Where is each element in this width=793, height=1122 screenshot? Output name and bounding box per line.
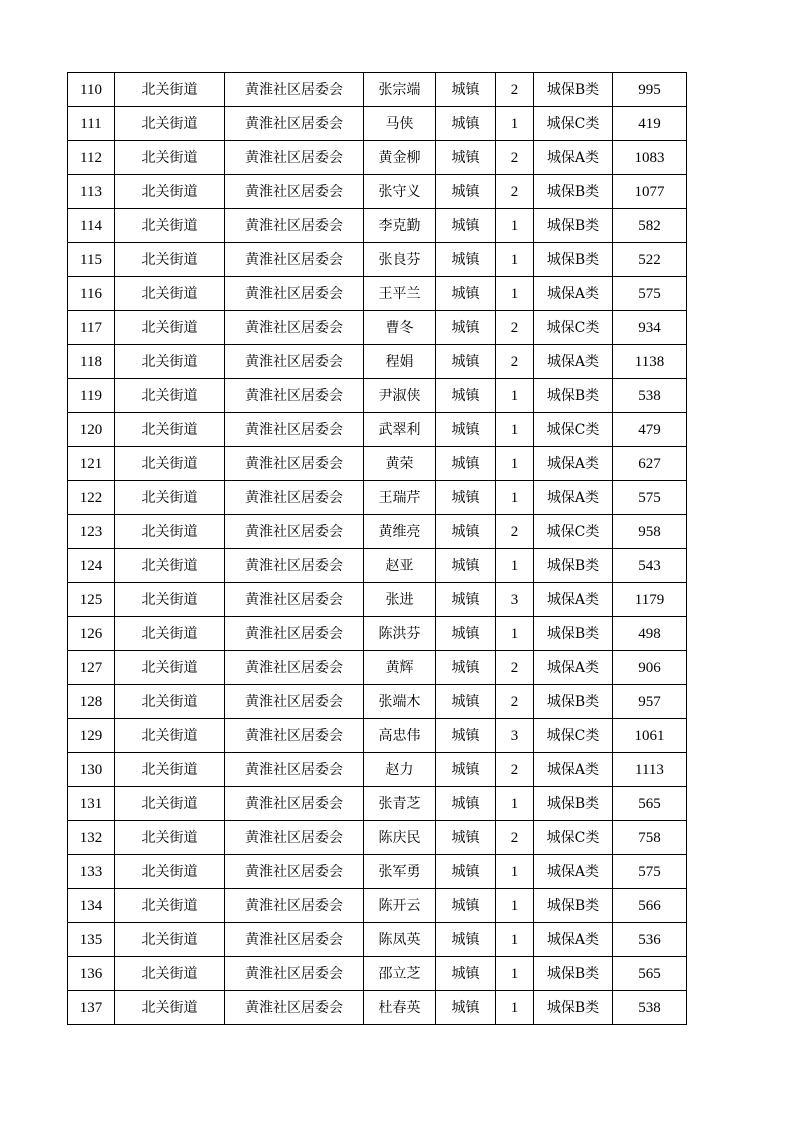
committee-cell: 黄淮社区居委会 [225, 175, 364, 209]
household-count-cell: 1 [496, 957, 534, 991]
household-count-cell: 1 [496, 209, 534, 243]
table-row [68, 821, 687, 855]
name-cell: 杜春英 [364, 991, 436, 1025]
roster-table [67, 72, 687, 1025]
category-cell: 城保C类 [534, 821, 613, 855]
name-cell: 陈洪芬 [364, 617, 436, 651]
committee-cell: 黄淮社区居委会 [225, 617, 364, 651]
category-cell: 城保A类 [534, 855, 613, 889]
area-type-cell: 城镇 [436, 209, 496, 243]
amount-cell: 565 [613, 957, 687, 991]
amount-cell: 582 [613, 209, 687, 243]
name-cell: 王瑞芹 [364, 481, 436, 515]
area-type-cell: 城镇 [436, 583, 496, 617]
amount-cell: 419 [613, 107, 687, 141]
category-cell: 城保A类 [534, 345, 613, 379]
area-type-cell: 城镇 [436, 345, 496, 379]
category-cell: 城保A类 [534, 651, 613, 685]
household-count-cell: 1 [496, 481, 534, 515]
name-cell: 赵力 [364, 753, 436, 787]
committee-cell: 黄淮社区居委会 [225, 243, 364, 277]
household-count-cell: 1 [496, 617, 534, 651]
street-cell: 北关街道 [115, 821, 225, 855]
amount-cell: 543 [613, 549, 687, 583]
amount-cell: 1113 [613, 753, 687, 787]
amount-cell: 934 [613, 311, 687, 345]
seq-cell: 124 [68, 549, 115, 583]
seq-cell: 112 [68, 141, 115, 175]
committee-cell: 黄淮社区居委会 [225, 141, 364, 175]
committee-cell: 黄淮社区居委会 [225, 311, 364, 345]
seq-cell: 125 [68, 583, 115, 617]
street-cell: 北关街道 [115, 277, 225, 311]
street-cell: 北关街道 [115, 175, 225, 209]
household-count-cell: 1 [496, 855, 534, 889]
area-type-cell: 城镇 [436, 787, 496, 821]
household-count-cell: 1 [496, 923, 534, 957]
street-cell: 北关街道 [115, 685, 225, 719]
street-cell: 北关街道 [115, 753, 225, 787]
committee-cell: 黄淮社区居委会 [225, 889, 364, 923]
household-count-cell: 2 [496, 651, 534, 685]
seq-cell: 133 [68, 855, 115, 889]
table-row [68, 685, 687, 719]
amount-cell: 1138 [613, 345, 687, 379]
street-cell: 北关街道 [115, 447, 225, 481]
category-cell: 城保B类 [534, 549, 613, 583]
area-type-cell: 城镇 [436, 685, 496, 719]
amount-cell: 1179 [613, 583, 687, 617]
street-cell: 北关街道 [115, 957, 225, 991]
committee-cell: 黄淮社区居委会 [225, 447, 364, 481]
table-row [68, 243, 687, 277]
name-cell: 李克勤 [364, 209, 436, 243]
street-cell: 北关街道 [115, 617, 225, 651]
household-count-cell: 1 [496, 787, 534, 821]
category-cell: 城保B类 [534, 243, 613, 277]
committee-cell: 黄淮社区居委会 [225, 209, 364, 243]
household-count-cell: 2 [496, 141, 534, 175]
name-cell: 黄维亮 [364, 515, 436, 549]
seq-cell: 119 [68, 379, 115, 413]
table-row [68, 107, 687, 141]
name-cell: 王平兰 [364, 277, 436, 311]
street-cell: 北关街道 [115, 583, 225, 617]
committee-cell: 黄淮社区居委会 [225, 73, 364, 107]
table-row [68, 889, 687, 923]
committee-cell: 黄淮社区居委会 [225, 957, 364, 991]
name-cell: 黄金柳 [364, 141, 436, 175]
committee-cell: 黄淮社区居委会 [225, 753, 364, 787]
street-cell: 北关街道 [115, 787, 225, 821]
amount-cell: 522 [613, 243, 687, 277]
committee-cell: 黄淮社区居委会 [225, 481, 364, 515]
street-cell: 北关街道 [115, 549, 225, 583]
table-row [68, 413, 687, 447]
household-count-cell: 2 [496, 685, 534, 719]
household-count-cell: 1 [496, 447, 534, 481]
amount-cell: 575 [613, 277, 687, 311]
category-cell: 城保A类 [534, 141, 613, 175]
area-type-cell: 城镇 [436, 413, 496, 447]
name-cell: 黄荣 [364, 447, 436, 481]
household-count-cell: 2 [496, 345, 534, 379]
seq-cell: 116 [68, 277, 115, 311]
committee-cell: 黄淮社区居委会 [225, 923, 364, 957]
category-cell: 城保A类 [534, 583, 613, 617]
seq-cell: 137 [68, 991, 115, 1025]
category-cell: 城保B类 [534, 991, 613, 1025]
seq-cell: 121 [68, 447, 115, 481]
name-cell: 陈庆民 [364, 821, 436, 855]
area-type-cell: 城镇 [436, 107, 496, 141]
seq-cell: 132 [68, 821, 115, 855]
table-row [68, 515, 687, 549]
committee-cell: 黄淮社区居委会 [225, 651, 364, 685]
seq-cell: 131 [68, 787, 115, 821]
category-cell: 城保B类 [534, 209, 613, 243]
table-row [68, 787, 687, 821]
committee-cell: 黄淮社区居委会 [225, 413, 364, 447]
committee-cell: 黄淮社区居委会 [225, 855, 364, 889]
street-cell: 北关街道 [115, 107, 225, 141]
street-cell: 北关街道 [115, 379, 225, 413]
name-cell: 赵亚 [364, 549, 436, 583]
table-row [68, 753, 687, 787]
area-type-cell: 城镇 [436, 481, 496, 515]
committee-cell: 黄淮社区居委会 [225, 821, 364, 855]
name-cell: 邵立芝 [364, 957, 436, 991]
roster-body [68, 73, 687, 1025]
table-row [68, 651, 687, 685]
seq-cell: 136 [68, 957, 115, 991]
name-cell: 张守义 [364, 175, 436, 209]
table-row [68, 583, 687, 617]
area-type-cell: 城镇 [436, 617, 496, 651]
amount-cell: 958 [613, 515, 687, 549]
street-cell: 北关街道 [115, 243, 225, 277]
area-type-cell: 城镇 [436, 175, 496, 209]
area-type-cell: 城镇 [436, 651, 496, 685]
amount-cell: 575 [613, 855, 687, 889]
seq-cell: 134 [68, 889, 115, 923]
area-type-cell: 城镇 [436, 141, 496, 175]
table-row [68, 447, 687, 481]
area-type-cell: 城镇 [436, 73, 496, 107]
seq-cell: 127 [68, 651, 115, 685]
name-cell: 黄辉 [364, 651, 436, 685]
table-row [68, 719, 687, 753]
table-row [68, 311, 687, 345]
seq-cell: 110 [68, 73, 115, 107]
area-type-cell: 城镇 [436, 855, 496, 889]
street-cell: 北关街道 [115, 413, 225, 447]
area-type-cell: 城镇 [436, 447, 496, 481]
street-cell: 北关街道 [115, 311, 225, 345]
household-count-cell: 3 [496, 583, 534, 617]
street-cell: 北关街道 [115, 889, 225, 923]
street-cell: 北关街道 [115, 855, 225, 889]
name-cell: 张宗端 [364, 73, 436, 107]
table-row [68, 923, 687, 957]
table-row [68, 73, 687, 107]
area-type-cell: 城镇 [436, 821, 496, 855]
street-cell: 北关街道 [115, 719, 225, 753]
seq-cell: 122 [68, 481, 115, 515]
category-cell: 城保B类 [534, 889, 613, 923]
household-count-cell: 1 [496, 379, 534, 413]
table-row [68, 549, 687, 583]
category-cell: 城保C类 [534, 413, 613, 447]
table-row [68, 957, 687, 991]
area-type-cell: 城镇 [436, 923, 496, 957]
area-type-cell: 城镇 [436, 957, 496, 991]
area-type-cell: 城镇 [436, 243, 496, 277]
household-count-cell: 2 [496, 311, 534, 345]
category-cell: 城保A类 [534, 277, 613, 311]
category-cell: 城保C类 [534, 107, 613, 141]
committee-cell: 黄淮社区居委会 [225, 345, 364, 379]
name-cell: 武翠利 [364, 413, 436, 447]
name-cell: 张军勇 [364, 855, 436, 889]
amount-cell: 479 [613, 413, 687, 447]
area-type-cell: 城镇 [436, 889, 496, 923]
household-count-cell: 1 [496, 243, 534, 277]
name-cell: 尹淑侠 [364, 379, 436, 413]
amount-cell: 995 [613, 73, 687, 107]
committee-cell: 黄淮社区居委会 [225, 379, 364, 413]
seq-cell: 123 [68, 515, 115, 549]
household-count-cell: 1 [496, 889, 534, 923]
committee-cell: 黄淮社区居委会 [225, 719, 364, 753]
committee-cell: 黄淮社区居委会 [225, 277, 364, 311]
seq-cell: 118 [68, 345, 115, 379]
table-row [68, 855, 687, 889]
street-cell: 北关街道 [115, 141, 225, 175]
seq-cell: 117 [68, 311, 115, 345]
area-type-cell: 城镇 [436, 311, 496, 345]
category-cell: 城保A类 [534, 923, 613, 957]
amount-cell: 627 [613, 447, 687, 481]
seq-cell: 115 [68, 243, 115, 277]
amount-cell: 1061 [613, 719, 687, 753]
category-cell: 城保C类 [534, 515, 613, 549]
name-cell: 张青芝 [364, 787, 436, 821]
table-row [68, 277, 687, 311]
household-count-cell: 2 [496, 753, 534, 787]
category-cell: 城保A类 [534, 753, 613, 787]
street-cell: 北关街道 [115, 345, 225, 379]
committee-cell: 黄淮社区居委会 [225, 549, 364, 583]
name-cell: 高忠伟 [364, 719, 436, 753]
category-cell: 城保B类 [534, 379, 613, 413]
amount-cell: 538 [613, 991, 687, 1025]
street-cell: 北关街道 [115, 651, 225, 685]
category-cell: 城保B类 [534, 685, 613, 719]
category-cell: 城保B类 [534, 73, 613, 107]
amount-cell: 1083 [613, 141, 687, 175]
household-count-cell: 1 [496, 277, 534, 311]
category-cell: 城保A类 [534, 481, 613, 515]
seq-cell: 120 [68, 413, 115, 447]
household-count-cell: 1 [496, 413, 534, 447]
street-cell: 北关街道 [115, 923, 225, 957]
category-cell: 城保B类 [534, 787, 613, 821]
committee-cell: 黄淮社区居委会 [225, 107, 364, 141]
amount-cell: 906 [613, 651, 687, 685]
table-row [68, 991, 687, 1025]
household-count-cell: 2 [496, 515, 534, 549]
category-cell: 城保B类 [534, 957, 613, 991]
seq-cell: 129 [68, 719, 115, 753]
area-type-cell: 城镇 [436, 753, 496, 787]
area-type-cell: 城镇 [436, 549, 496, 583]
area-type-cell: 城镇 [436, 277, 496, 311]
amount-cell: 498 [613, 617, 687, 651]
amount-cell: 565 [613, 787, 687, 821]
street-cell: 北关街道 [115, 209, 225, 243]
category-cell: 城保A类 [534, 447, 613, 481]
street-cell: 北关街道 [115, 991, 225, 1025]
table-row [68, 617, 687, 651]
table-row [68, 481, 687, 515]
table-row [68, 175, 687, 209]
seq-cell: 130 [68, 753, 115, 787]
name-cell: 曹冬 [364, 311, 436, 345]
household-count-cell: 1 [496, 991, 534, 1025]
household-count-cell: 3 [496, 719, 534, 753]
seq-cell: 114 [68, 209, 115, 243]
committee-cell: 黄淮社区居委会 [225, 583, 364, 617]
area-type-cell: 城镇 [436, 515, 496, 549]
category-cell: 城保C类 [534, 719, 613, 753]
household-count-cell: 2 [496, 175, 534, 209]
amount-cell: 1077 [613, 175, 687, 209]
name-cell: 陈开云 [364, 889, 436, 923]
category-cell: 城保C类 [534, 311, 613, 345]
table-row [68, 345, 687, 379]
area-type-cell: 城镇 [436, 719, 496, 753]
seq-cell: 113 [68, 175, 115, 209]
committee-cell: 黄淮社区居委会 [225, 685, 364, 719]
amount-cell: 566 [613, 889, 687, 923]
amount-cell: 957 [613, 685, 687, 719]
name-cell: 张良芬 [364, 243, 436, 277]
amount-cell: 575 [613, 481, 687, 515]
seq-cell: 111 [68, 107, 115, 141]
table-row [68, 141, 687, 175]
table-row [68, 209, 687, 243]
area-type-cell: 城镇 [436, 991, 496, 1025]
household-count-cell: 1 [496, 107, 534, 141]
category-cell: 城保B类 [534, 175, 613, 209]
household-count-cell: 1 [496, 549, 534, 583]
name-cell: 张端木 [364, 685, 436, 719]
seq-cell: 135 [68, 923, 115, 957]
amount-cell: 758 [613, 821, 687, 855]
name-cell: 程娟 [364, 345, 436, 379]
amount-cell: 536 [613, 923, 687, 957]
street-cell: 北关街道 [115, 481, 225, 515]
name-cell: 陈凤英 [364, 923, 436, 957]
seq-cell: 126 [68, 617, 115, 651]
street-cell: 北关街道 [115, 515, 225, 549]
household-count-cell: 2 [496, 73, 534, 107]
table-row [68, 379, 687, 413]
name-cell: 马侠 [364, 107, 436, 141]
street-cell: 北关街道 [115, 73, 225, 107]
committee-cell: 黄淮社区居委会 [225, 991, 364, 1025]
household-count-cell: 2 [496, 821, 534, 855]
category-cell: 城保B类 [534, 617, 613, 651]
amount-cell: 538 [613, 379, 687, 413]
committee-cell: 黄淮社区居委会 [225, 515, 364, 549]
name-cell: 张进 [364, 583, 436, 617]
area-type-cell: 城镇 [436, 379, 496, 413]
committee-cell: 黄淮社区居委会 [225, 787, 364, 821]
seq-cell: 128 [68, 685, 115, 719]
